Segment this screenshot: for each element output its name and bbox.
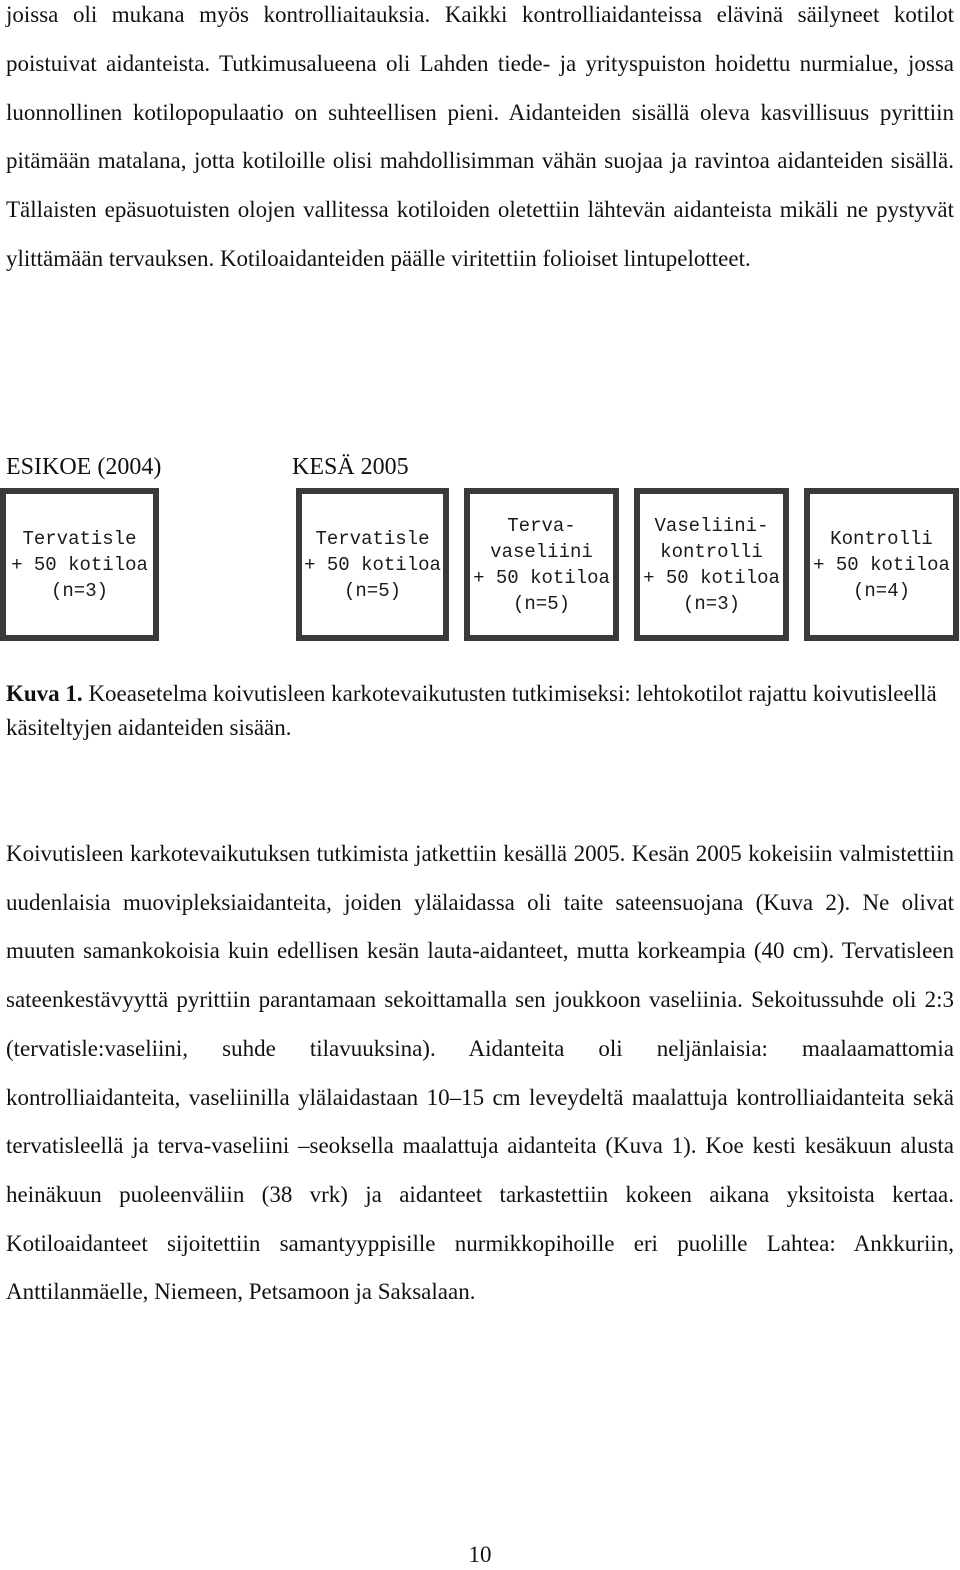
box-line: (n=5) bbox=[343, 579, 401, 602]
figure-caption bbox=[6, 677, 954, 745]
box-line: (n=4) bbox=[852, 579, 910, 602]
box-line: + 50 kotiloa bbox=[11, 553, 148, 576]
treatment-box-vaseliini-kontrolli bbox=[634, 488, 789, 641]
body-paragraph-2: Koivutisleen karkotevaikutuksen tutkimista jatkettiin kesällä 2005. Kesän 2005 kokeisiin valmistettiin uudenlaisia muovipleksiaidanteita, joiden ylälaidassa oli taite sateensuojana (Kuva 2). Ne olivat muuten samankokoisia kuin edellisen kesän lauta-aidanteet, mutta korkeampia (40 cm). Tervatisleen sateenkestävyyttä pyrittiin parantamaan sekoittamalla sen joukkoon vaseliinia. Sekoitussuhde oli 2:3 (tervatisle:vaseliini, suhde tilavuuksina). Aidanteita oli neljänlaisia: maalaamattomia kontrolliaidanteita, vaseliinilla ylälaidastaan 10–15 cm leveydeltä maalattuja kontrolliaidanteita sekä tervatisleellä ja terva-vaseliini –seoksella maalattuja aidanteita (Kuva 1). Koe kesti kesäkuun alusta heinäkuun puoleenväliin (38 vrk) ja aidanteet tarkastettiin kokeen aikana yksitoista kertaa. Kotiloaidanteet sijoitettiin samantyyppisille nurmikkopihoille eri puolille Lahtea: Ankkuriin, Anttilanmäelle, Niemeen, Petsamoon ja Saksalaan. bbox=[6, 841, 954, 1305]
treatment-box-tervatisle bbox=[296, 488, 449, 641]
box-line: + 50 kotiloa bbox=[304, 553, 441, 576]
body-paragraph-1: joissa oli mukana myös kontrolliaitauksia. Kaikki kontrolliaidanteissa elävinä säilyneet kotilot poistuivat aidanteista. Tutkimusalueena oli Lahden tiede- ja yrityspuiston hoidettu nurmialue, jossa luonnollinen kotilopopulaatio on suhteellisen pieni. Aidanteiden sisällä oleva kasvillisuus pyrittiin pitämään matalana, jotta kotiloille olisi mahdollisimman vähän suojaa ja ravintoa aidanteiden sisällä. Tällaisten epäsuotuisten olojen vallitessa kotiloiden oletettiin lähtevän aidanteista mikäli ne pystyvät ylittämään tervauksen. Kotiloaidanteiden päälle viritettiin folioiset lintupelotteet. bbox=[6, 2, 954, 271]
treatment-box-pilot-tervatisle bbox=[0, 488, 159, 641]
box-line: kontrolli bbox=[660, 540, 763, 563]
caption-text: Koeasetelma koivutisleen karkotevaikutusten tutkimiseksi: lehtokotilot rajattu koivutisleellä käsiteltyjen aidanteiden sisään. bbox=[6, 681, 937, 740]
box-line: vaseliini bbox=[490, 540, 593, 563]
box-line: + 50 kotiloa bbox=[813, 553, 950, 576]
box-line: Tervatisle bbox=[315, 527, 430, 550]
caption-label: Kuva 1. bbox=[6, 681, 83, 706]
box-line: Vaseliini- bbox=[654, 514, 769, 537]
treatment-box-terva-vaseliini bbox=[464, 488, 619, 641]
treatment-box-kontrolli bbox=[804, 488, 959, 641]
box-line: Terva- bbox=[507, 514, 576, 537]
figure-label-pilot-2004: ESIKOE (2004) bbox=[6, 454, 162, 480]
box-line: Kontrolli bbox=[830, 527, 933, 550]
box-line: + 50 kotiloa bbox=[643, 566, 780, 589]
box-line: (n=3) bbox=[50, 579, 108, 602]
box-line: (n=5) bbox=[512, 592, 570, 615]
figure-label-summer-2005: KESÄ 2005 bbox=[292, 454, 409, 480]
box-line: Tervatisle bbox=[22, 527, 137, 550]
box-line: (n=3) bbox=[682, 592, 740, 615]
page-number: 10 bbox=[468, 1542, 492, 1567]
box-line: + 50 kotiloa bbox=[473, 566, 610, 589]
